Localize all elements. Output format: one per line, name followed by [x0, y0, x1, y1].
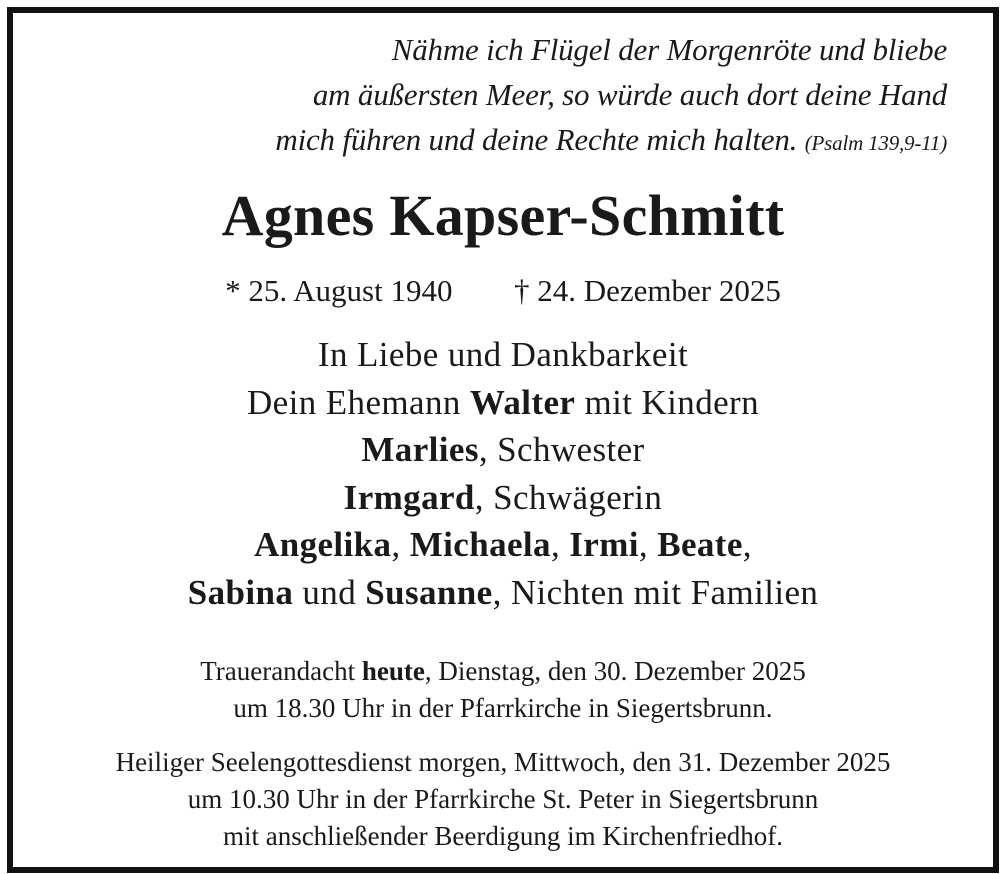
- life-dates: [13, 271, 993, 311]
- vigil-line: [13, 653, 993, 690]
- deceased-name: Agnes Kapser-Schmitt: [221, 183, 785, 248]
- mass-line: um 10.30 Uhr in der Pfarrkirche St. Peter in Siegertsbrunn: [187, 784, 819, 814]
- niece-name: Irmi: [569, 525, 639, 564]
- nieces-role: , Nichten mit Familien: [492, 572, 819, 612]
- sister-name: Marlies: [361, 430, 479, 469]
- mourners-intro: In Liebe und Dankbarkeit: [317, 335, 689, 374]
- niece-name: Sabina: [187, 572, 294, 612]
- vigil-when: heute: [361, 656, 425, 686]
- mourners-line: Angelika, Michaela, Irmi, Beate,: [254, 525, 752, 564]
- husband-name: Walter: [469, 382, 576, 422]
- vigil-place: um 18.30 Uhr in der Pfarrkirche in Siegertsbrunn.: [233, 693, 773, 723]
- mourners-line: [13, 379, 993, 427]
- mourners-line: [13, 426, 993, 474]
- birth-date: 25. August 1940: [248, 273, 453, 308]
- mass-line: Heiliger Seelengottesdienst morgen, Mittwoch, den 31. Dezember 2025: [115, 747, 891, 777]
- husband-suffix: mit Kindern: [584, 382, 759, 422]
- vigil-prefix: Trauerandacht: [200, 656, 356, 686]
- death-date: 24. Dezember 2025: [537, 273, 781, 308]
- bible-quote: [47, 27, 947, 166]
- niece-name: Beate: [657, 525, 743, 564]
- niece-name: Michaela: [409, 525, 551, 564]
- sister-role: , Schwester: [478, 430, 645, 469]
- funeral-mass-info: [13, 744, 993, 855]
- mass-line: mit anschließender Beerdigung im Kirchenfriedhof.: [222, 821, 784, 851]
- quote-line-text: mich führen und deine Rechte mich halten.: [275, 122, 798, 157]
- obituary-notice: [7, 7, 999, 873]
- quote-line: [47, 117, 947, 166]
- quote-line: Nähme ich Flügel der Morgenröte und bliebe: [391, 32, 947, 67]
- vigil-date: , Dienstag, den 30. Dezember 2025: [424, 656, 806, 686]
- and-word: und: [302, 572, 357, 612]
- quote-reference: (Psalm 139,9-11): [804, 131, 947, 155]
- niece-name: Angelika: [254, 525, 392, 564]
- husband-prefix: Dein Ehemann: [246, 382, 461, 422]
- sister-in-law-role: , Schwägerin: [474, 477, 663, 517]
- mourners-line: [13, 474, 993, 522]
- mourners-line: [13, 569, 993, 617]
- niece-name: Susanne: [365, 572, 493, 612]
- sister-in-law-name: Irmgard: [343, 477, 475, 517]
- vigil-info: [13, 653, 993, 727]
- mourners-list: [13, 331, 993, 616]
- quote-line: am äußersten Meer, so würde auch dort deine Hand: [312, 77, 947, 112]
- birth-symbol: *: [225, 273, 241, 308]
- death-symbol: †: [513, 273, 530, 308]
